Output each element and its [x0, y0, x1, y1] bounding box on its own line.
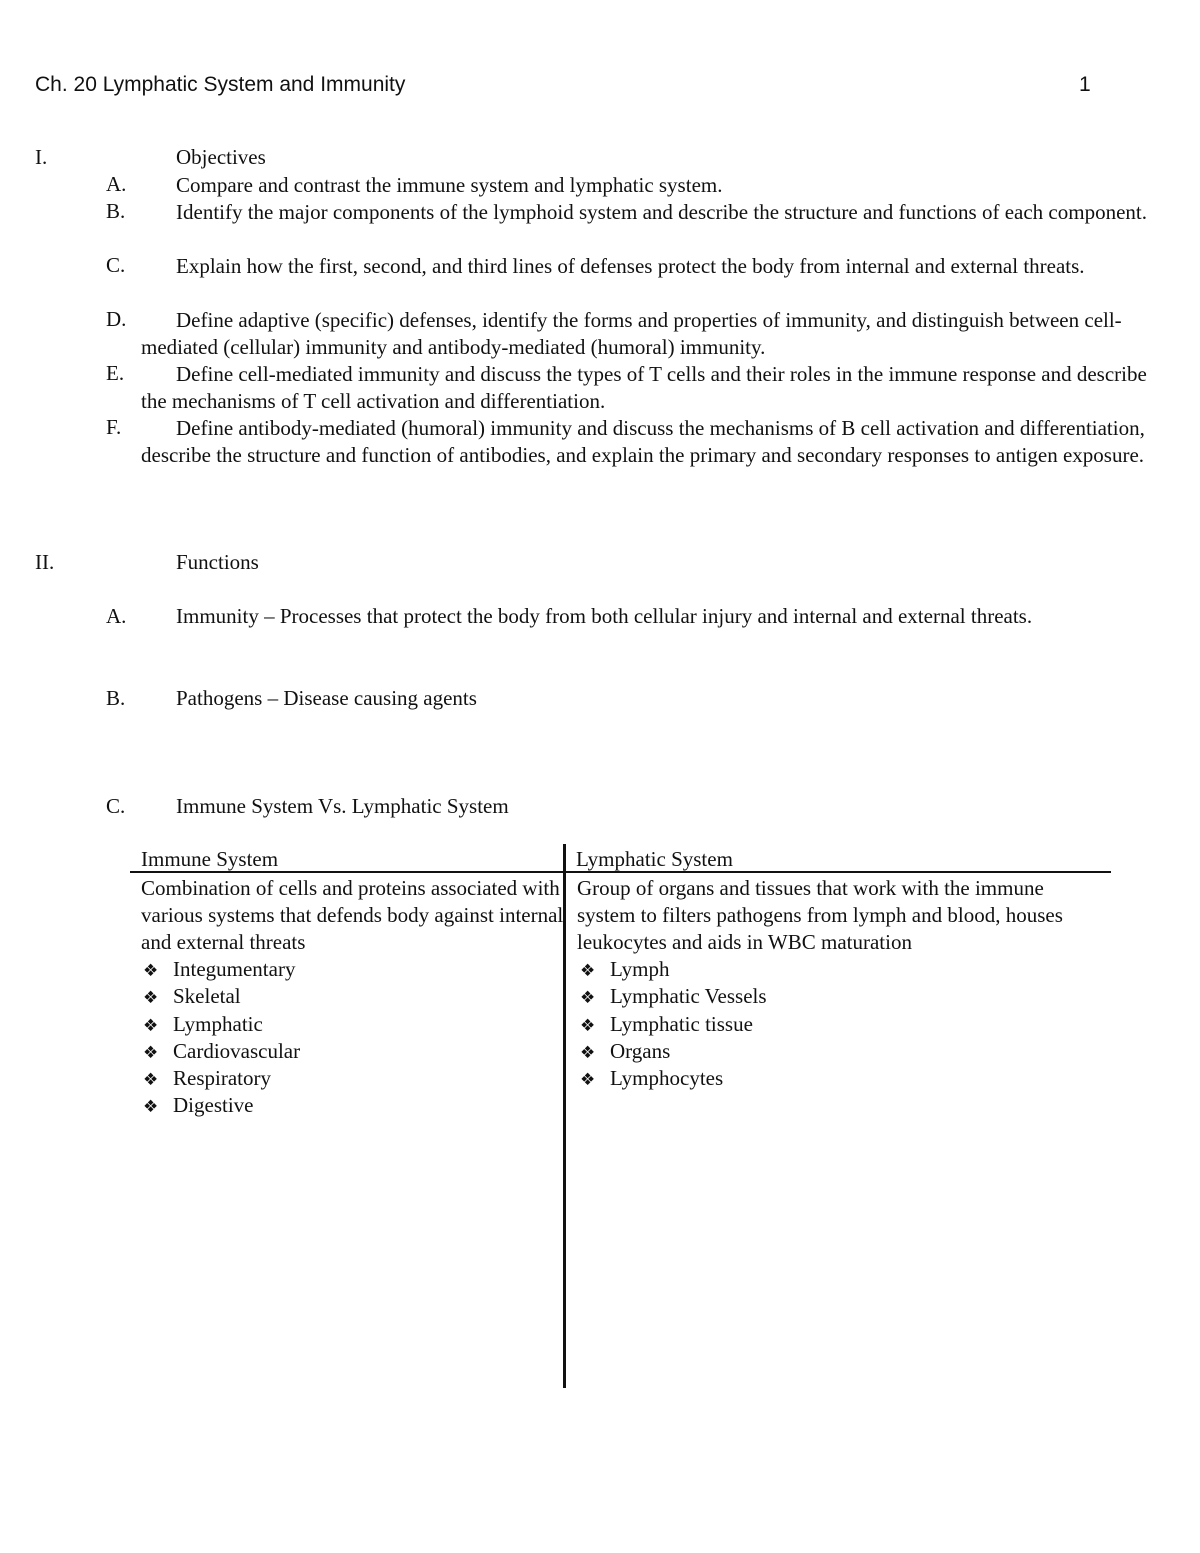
- diamond-bullet-icon: ❖: [143, 1097, 159, 1117]
- objective-b-text: Identify the major components of the lymphoid system and describe the structure and functions of each component.: [176, 200, 1147, 224]
- diamond-bullet-icon: ❖: [580, 1016, 596, 1036]
- list-item: ❖ Digestive: [143, 1092, 253, 1121]
- objective-d: [141, 307, 1151, 361]
- objective-c: [141, 253, 1151, 280]
- diamond-bullet-icon: ❖: [580, 988, 596, 1008]
- immune-system-heading: Immune System: [141, 847, 279, 871]
- objective-b-letter: B.: [106, 199, 126, 223]
- list-item: ❖ Lymphatic: [143, 1011, 263, 1040]
- page-number: 1: [1079, 73, 1091, 96]
- list-item: ❖ Lymphocytes: [580, 1065, 723, 1094]
- function-c-letter: C.: [106, 794, 126, 818]
- objective-d-letter: D.: [106, 307, 127, 331]
- function-a-text: Immunity – Processes that protect the body from both cellular injury and internal and external threats.: [176, 604, 1033, 628]
- diamond-bullet-icon: ❖: [580, 1043, 596, 1063]
- objective-f: [141, 415, 1151, 469]
- diamond-bullet-icon: ❖: [143, 988, 159, 1008]
- list-item: ❖ Organs: [580, 1038, 670, 1067]
- immune-system-description: Combination of cells and proteins associated with various systems that defends body against internal and external threats: [141, 876, 564, 954]
- function-a-letter: A.: [106, 604, 127, 628]
- diamond-bullet-icon: ❖: [143, 1070, 159, 1090]
- list-item: ❖ Lymphatic Vessels: [580, 983, 767, 1012]
- function-c-text: Immune System Vs. Lymphatic System: [176, 794, 509, 818]
- diamond-bullet-icon: ❖: [580, 961, 596, 981]
- diamond-bullet-icon: ❖: [143, 1016, 159, 1036]
- objective-a: [141, 172, 1151, 199]
- objective-c-letter: C.: [106, 253, 126, 277]
- lymphatic-system-description: Group of organs and tissues that work with the immune system to filters pathogens from lymph and blood, houses leukocytes and aids in WBC maturation: [577, 876, 1063, 954]
- objective-e-text: Define cell-mediated immunity and discuss the types of T cells and their roles in the immune response and describe the mechanisms of T cell activation and differentiation.: [141, 362, 1147, 413]
- objective-d-text: Define adaptive (specific) defenses, identify the forms and properties of immunity, and distinguish between cell-mediated (cellular) immunity and antibody-mediated (humoral) immunity.: [141, 308, 1122, 359]
- diamond-bullet-icon: ❖: [580, 1070, 596, 1090]
- list-item: ❖ Respiratory: [143, 1065, 271, 1094]
- objective-c-text: Explain how the first, second, and third lines of defenses protect the body from internal and external threats.: [176, 254, 1085, 278]
- page-title: Ch. 20 Lymphatic System and Immunity: [35, 73, 406, 96]
- section-1-numeral: I.: [35, 145, 48, 169]
- function-b-letter: B.: [106, 686, 126, 710]
- objective-a-letter: A.: [106, 172, 127, 196]
- objective-f-text: Define antibody-mediated (humoral) immunity and discuss the mechanisms of B cell activation and differentiation, describe the structure and function of antibodies, and explain the primary and secondary responses to antigen exposure.: [141, 416, 1145, 467]
- objective-e-letter: E.: [106, 361, 125, 385]
- objective-f-letter: F.: [106, 415, 122, 439]
- function-b-text: Pathogens – Disease causing agents: [176, 686, 477, 710]
- section-2-title: Functions: [176, 550, 259, 574]
- section-2-numeral: II.: [35, 550, 55, 574]
- section-1-title: Objectives: [176, 145, 266, 169]
- diamond-bullet-icon: ❖: [143, 1043, 159, 1063]
- list-item: ❖ Lymph: [580, 956, 670, 985]
- diamond-bullet-icon: ❖: [143, 961, 159, 981]
- objective-a-text: Compare and contrast the immune system and lymphatic system.: [176, 173, 723, 197]
- list-item: ❖ Lymphatic tissue: [580, 1011, 753, 1040]
- lymphatic-system-heading: Lymphatic System: [576, 847, 733, 871]
- list-item: ❖ Skeletal: [143, 983, 241, 1012]
- list-item: ❖ Integumentary: [143, 956, 295, 985]
- objective-b: [141, 199, 1151, 226]
- list-item: ❖ Cardiovascular: [143, 1038, 300, 1067]
- objective-e: [141, 361, 1151, 415]
